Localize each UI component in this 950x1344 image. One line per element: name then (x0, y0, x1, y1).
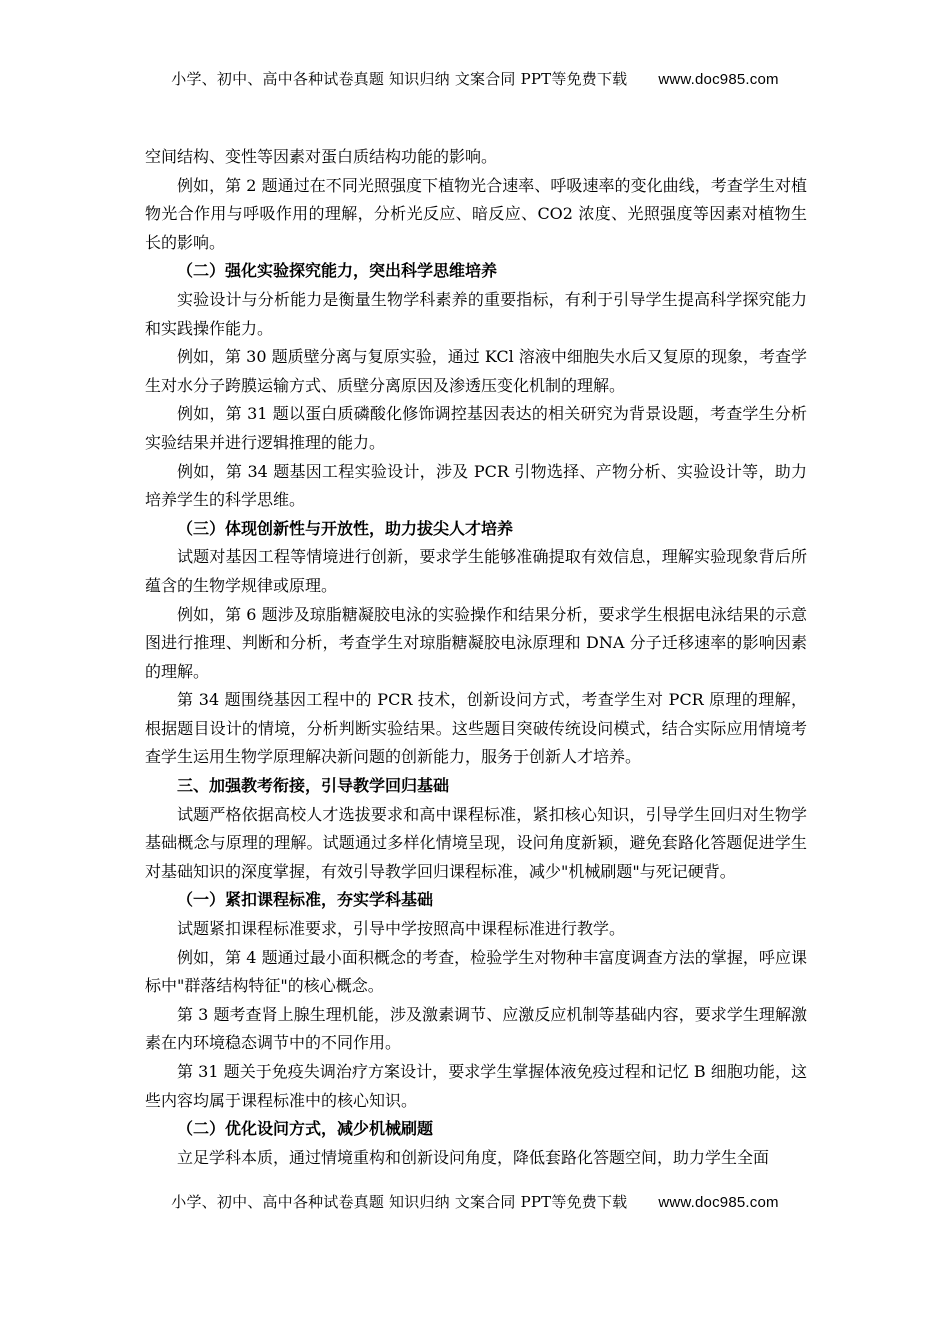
paragraph: 例如，第 2 题通过在不同光照强度下植物光合速率、呼吸速率的变化曲线，考查学生对植物光合作用与呼吸作用的理解，分析光反应、暗反应、CO2 浓度、光照强度等因素对植物生长的影响。 (145, 175, 807, 252)
page-header (0, 68, 950, 89)
section-heading: （二）优化设问方式，减少机械刷题 (177, 1119, 434, 1139)
paragraph: 例如，第 4 题通过最小面积概念的考查，检验学生对物种丰富度调查方法的掌握，呼应课标中"群落结构特征"的核心概念。 (145, 947, 807, 996)
header-text: 小学、初中、高中各种试卷真题 知识归纳 文案合同 PPT等免费下载 (171, 70, 628, 88)
paragraph: 立足学科本质，通过情境重构和创新设问角度，降低套路化答题空间，助力学生全面 (177, 1147, 770, 1167)
paragraph: 实验设计与分析能力是衡量生物学科素养的重要指标，有利于引导学生提高科学探究能力和实践操作能力。 (145, 289, 807, 338)
paragraph: 例如，第 31 题以蛋白质磷酸化修饰调控基因表达的相关研究为背景设题，考查学生分析实验结果并进行逻辑推理的能力。 (145, 404, 807, 452)
footer-text: 小学、初中、高中各种试卷真题 知识归纳 文案合同 PPT等免费下载 (171, 1193, 628, 1211)
paragraph: 试题严格依据高校人才选拔要求和高中课程标准，紧扣核心知识，引导学生回归对生物学基础概念与原理的理解。试题通过多样化情境呈现，设问角度新颖，避免套路化答题促进学生对基础知识的深度掌握，有效引导教学回归课程标准，减少"机械刷题"与死记硬背。 (145, 804, 807, 881)
paragraph: 例如，第 34 题基因工程实验设计，涉及 PCR 引物选择、产物分析、实验设计等，助力培养学生的科学思维。 (145, 461, 807, 510)
footer-site-link[interactable]: www.doc985.com (658, 1194, 779, 1211)
section-heading: 三、加强教考衔接，引导教学回归基础 (177, 776, 450, 796)
section-heading: （一）紧扣课程标准，夯实学科基础 (177, 890, 434, 910)
paragraph: 例如，第 6 题涉及琼脂糖凝胶电泳的实验操作和结果分析，要求学生根据电泳结果的示意图进行推理、判断和分析，考查学生对琼脂糖凝胶电泳原理和 DNA 分子迁移速率的影响因素的理解。 (145, 604, 807, 681)
page-footer (0, 1191, 950, 1212)
section-heading: （二）强化实验探究能力，突出科学思维培养 (177, 261, 498, 281)
paragraph: 第 31 题关于免疫失调治疗方案设计，要求学生掌握体液免疫过程和记忆 B 细胞功能，这些内容均属于课程标准中的核心知识。 (145, 1062, 807, 1110)
paragraph: 第 34 题围绕基因工程中的 PCR 技术，创新设问方式，考查学生对 PCR 原理的理解，根据题目设计的情境，分析判断实验结果。这些题目突破传统设问模式，结合实际应用情境考查学生运用生物学原理解决新问题的创新能力，服务于创新人才培养。 (145, 690, 807, 767)
paragraph: 例如，第 30 题质壁分离与复原实验，通过 KCl 溶液中细胞失水后又复原的现象，考查学生对水分子跨膜运输方式、质壁分离原因及渗透压变化机制的理解。 (145, 347, 807, 395)
section-heading: （三）体现创新性与开放性，助力拔尖人才培养 (177, 518, 514, 538)
paragraph: 试题对基因工程等情境进行创新，要求学生能够准确提取有效信息，理解实验现象背后所蕴含的生物学规律或原理。 (145, 547, 807, 595)
paragraph: 第 3 题考查肾上腺生理机能，涉及激素调节、应激反应机制等基础内容，要求学生理解激素在内环境稳态调节中的不同作用。 (145, 1004, 807, 1053)
document-body (145, 143, 807, 1172)
paragraph: 试题紧扣课程标准要求，引导中学按照高中课程标准进行教学。 (177, 919, 626, 939)
paragraph: 空间结构、变性等因素对蛋白质结构功能的影响。 (145, 147, 498, 166)
header-site-link[interactable]: www.doc985.com (658, 71, 779, 88)
